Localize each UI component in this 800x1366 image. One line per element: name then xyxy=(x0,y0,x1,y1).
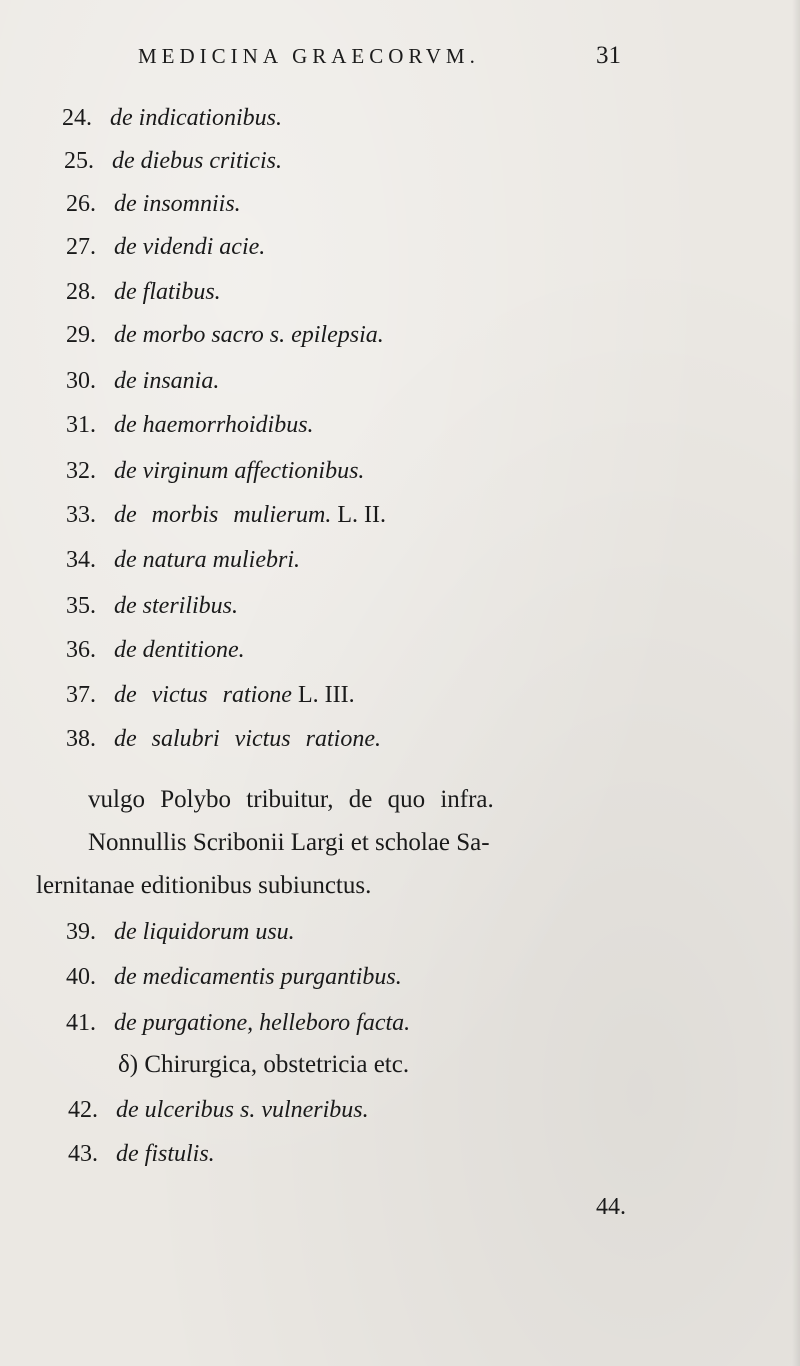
entry-title: de liquidorum usu. xyxy=(114,919,295,945)
entry-number: 38. xyxy=(66,726,96,752)
entry-number: 25. xyxy=(64,148,94,174)
note-line: vulgo Polybo tribuitur, de quo infra. xyxy=(88,786,494,813)
entry-title xyxy=(114,675,355,715)
running-title: MEDICINA GRAECORVM. xyxy=(138,44,480,68)
entry-number: 30. xyxy=(66,368,96,394)
entry-number: 26. xyxy=(66,191,96,217)
entry-number: 42. xyxy=(68,1097,98,1123)
entry-title-text: de victus ratione xyxy=(114,682,292,708)
entry-number: 35. xyxy=(66,593,96,619)
scan-edge-shadow xyxy=(792,0,800,1366)
catchword: 44. xyxy=(596,1194,626,1220)
entry-number: 29. xyxy=(66,322,96,348)
entry-title: de sterilibus. xyxy=(114,593,238,619)
note-line: lernitanae editionibus subiunctus. xyxy=(36,872,372,899)
entry-number: 43. xyxy=(68,1141,98,1167)
entry-title: de ulceribus s. vulneribus. xyxy=(116,1097,369,1123)
entry-suffix: L. II. xyxy=(337,502,386,528)
entry-title xyxy=(114,495,386,535)
entry-title: de videndi acie. xyxy=(114,234,266,260)
note-line: Nonnullis Scribonii Largi et scholae Sa- xyxy=(88,829,490,856)
entry-number: 36. xyxy=(66,637,96,663)
entry-title: de salubri victus ratione. xyxy=(114,726,381,752)
entry-suffix: L. III. xyxy=(297,682,355,708)
entry-title: de virginum affectionibus. xyxy=(114,458,365,484)
entry-title: de haemorrhoidibus. xyxy=(114,412,314,438)
entry-title: de medicamentis purgantibus. xyxy=(114,964,402,990)
entry-number: 33. xyxy=(66,502,96,528)
entry-number: 39. xyxy=(66,919,96,945)
entry-title: de morbo sacro s. epilepsia. xyxy=(114,322,384,348)
entry-title: de purgatione, helleboro facta. xyxy=(114,1010,411,1036)
entry-number: 40. xyxy=(66,964,96,990)
entry-number: 41. xyxy=(66,1010,96,1036)
entry-title: de natura muliebri. xyxy=(114,547,300,573)
entry-number: 37. xyxy=(66,682,96,708)
entry-number: 27. xyxy=(66,234,96,260)
entry-title: de fistulis. xyxy=(116,1141,215,1167)
entry-title: de insania. xyxy=(114,368,220,394)
entry-title: de indicationibus. xyxy=(110,105,282,131)
entry-title: de insomniis. xyxy=(114,191,241,217)
section-heading: δ) Chirurgica, obstetricia etc. xyxy=(118,1051,410,1078)
entry-title: de dentitione. xyxy=(114,637,245,663)
entry-number: 34. xyxy=(66,547,96,573)
entry-title: de diebus criticis. xyxy=(112,148,282,174)
entry-number: 28. xyxy=(66,279,96,305)
page-number: 31 xyxy=(596,42,621,69)
entry-number: 31. xyxy=(66,412,96,438)
entry-title-text: de morbis mulierum. xyxy=(114,502,332,528)
entry-title: de flatibus. xyxy=(114,279,221,305)
entry-number: 32. xyxy=(66,458,96,484)
entry-number: 24. xyxy=(62,105,92,131)
